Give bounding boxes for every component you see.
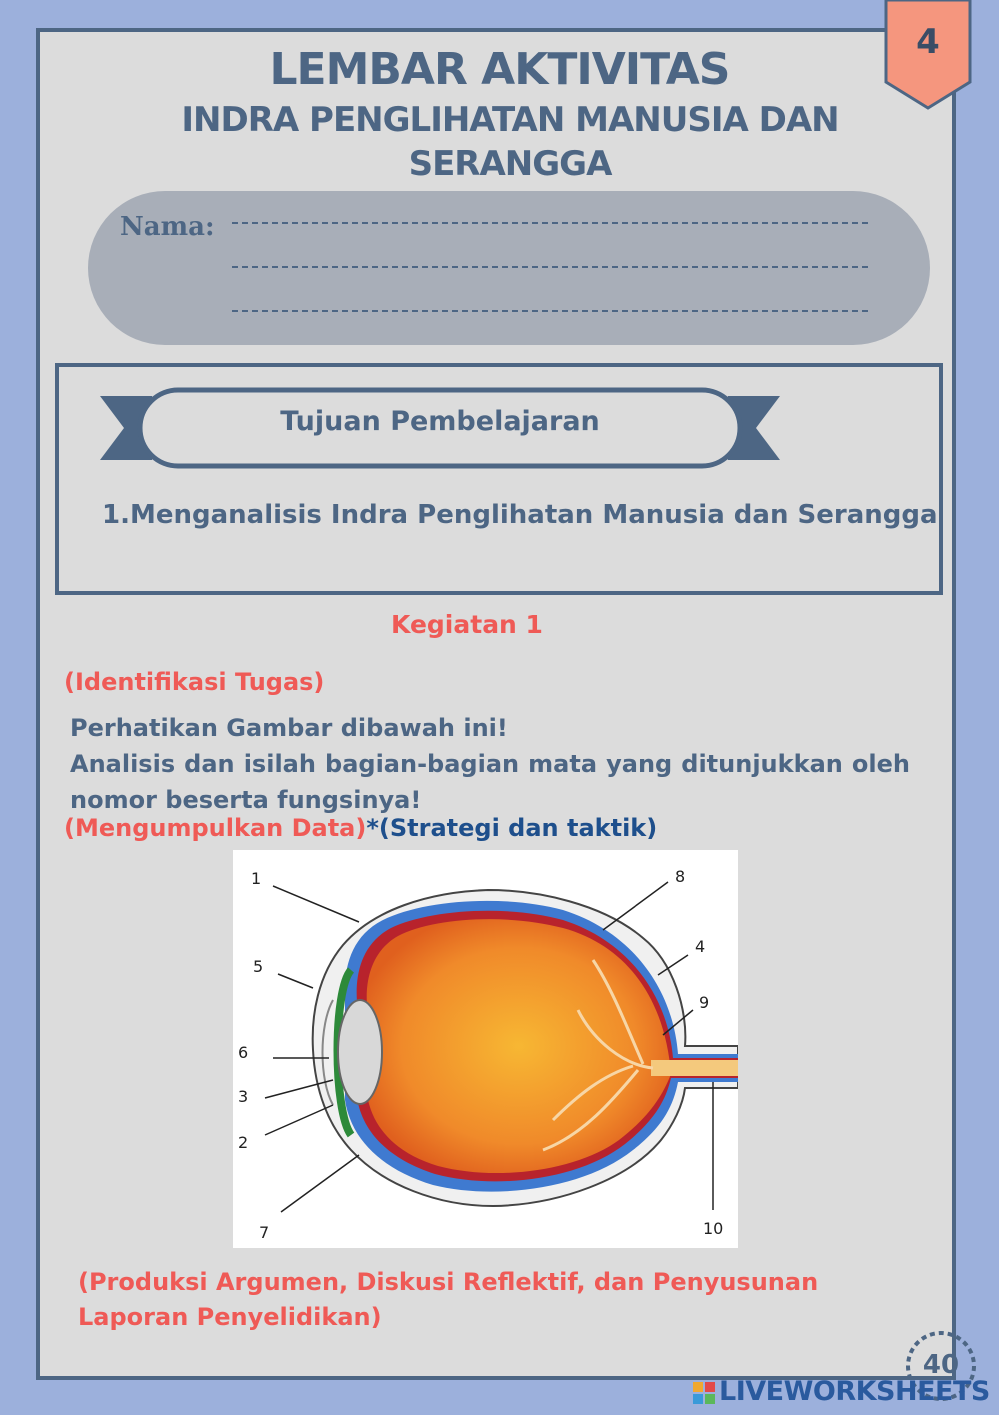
stage-data-collection [64,814,657,842]
page-number: 40 [922,1350,960,1380]
liveworksheets-logo-icon [693,1382,715,1404]
instructions [70,710,910,818]
page-title: LEMBAR AKTIVITAS [269,44,730,95]
instruction-line-1: Perhatikan Gambar dibawah ini! [70,714,508,742]
name-input-line-1[interactable] [232,222,868,224]
page-subtitle: INDRA PENGLIHATAN MANUSIA DAN SERANGGA [181,100,839,184]
stage-strategy-label: *(Strategi dan taktik) [366,814,658,842]
diagram-label-5: 5 [253,957,264,976]
diagram-label-1: 1 [251,869,262,888]
badge-number: 4 [916,22,940,62]
name-input-line-2[interactable] [232,266,868,268]
activity-title: Kegiatan 1 [391,610,543,639]
diagram-label-4: 4 [695,937,706,956]
name-input-line-3[interactable] [232,310,868,312]
stage-argument-production: (Produksi Argumen, Diskusi Reflektif, dan Penyusunan Laporan Penyelidikan) [78,1268,819,1331]
diagram-label-6: 6 [238,1043,249,1062]
brand-watermark [693,1376,990,1407]
eye-diagram [233,850,738,1248]
diagram-label-10: 10 [703,1219,724,1238]
diagram-label-7: 7 [259,1223,270,1242]
instruction-line-2: Analisis dan isilah bagian-bagian mata yang ditunjukkan oleh nomor beserta fungsinya! [70,750,910,814]
diagram-label-2: 2 [238,1133,249,1152]
goal-item-1: 1.Menganalisis Indra Penglihatan Manusia dan Serangga [102,500,938,530]
stage-collect-label: (Mengumpulkan Data) [64,814,367,842]
diagram-label-9: 9 [699,993,710,1012]
stage-identification: (Identifikasi Tugas) [64,668,325,696]
diagram-label-8: 8 [675,867,686,886]
goals-heading: Tujuan Pembelajaran [280,406,600,437]
diagram-label-3: 3 [238,1087,249,1106]
brand-name: LIVEWORKSHEETS [719,1376,990,1407]
name-label: Nama: [120,212,215,242]
